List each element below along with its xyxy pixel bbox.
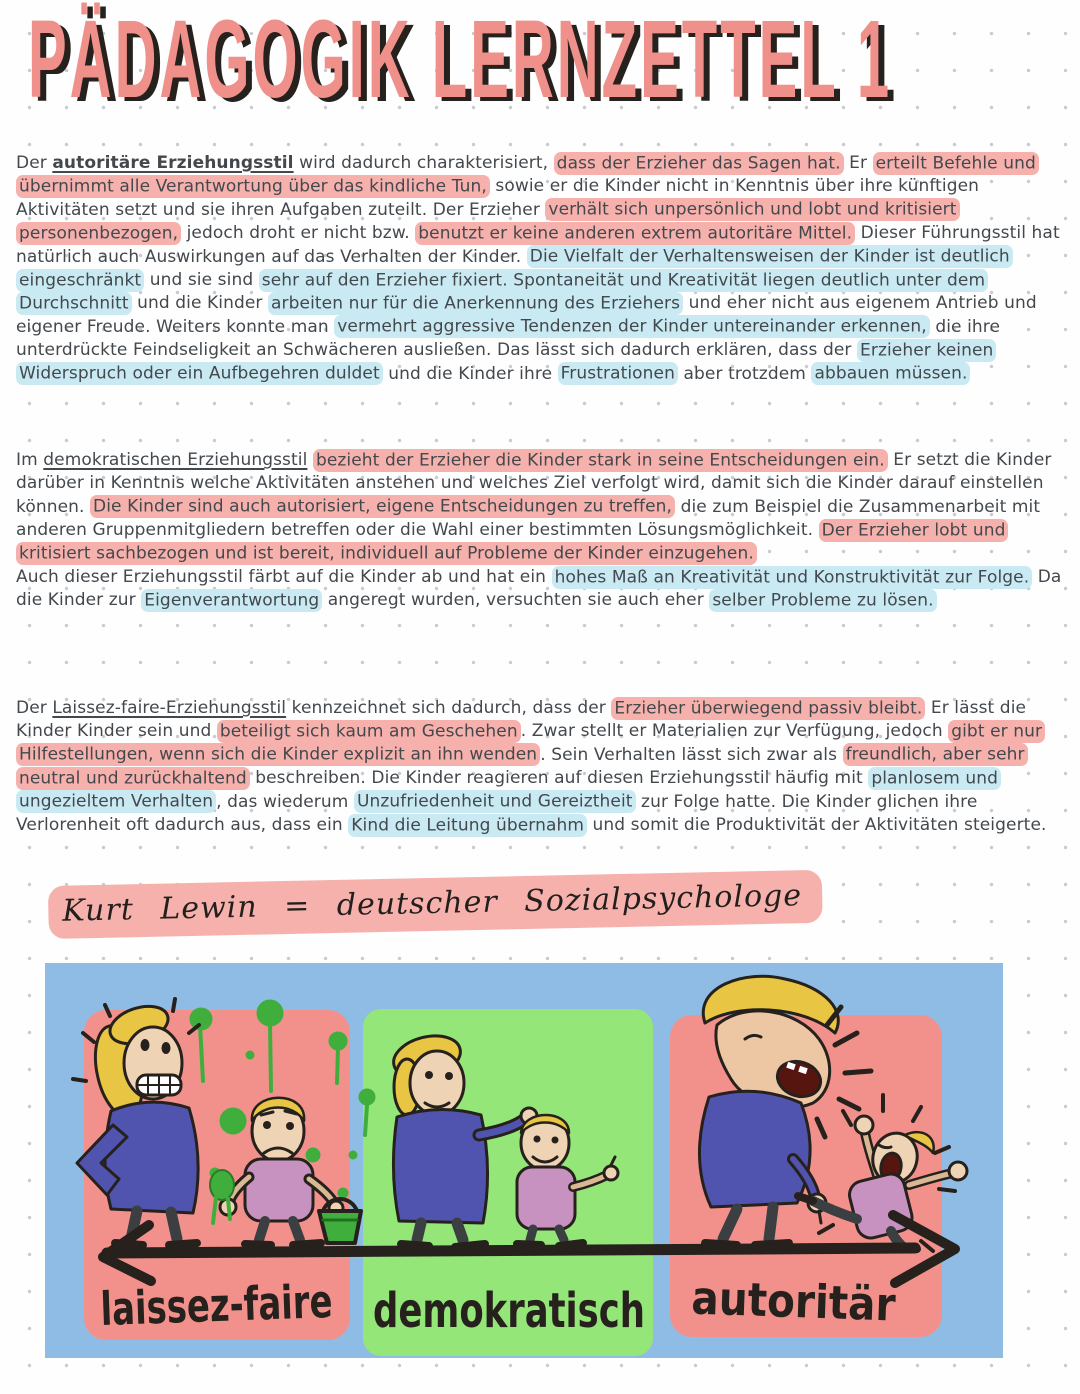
handwritten-note-text: Kurt Lewin = deutscher Sozialpsychologe	[48, 870, 823, 939]
label-demokratisch: demokratisch	[373, 1283, 645, 1339]
text-run: und sie sind	[144, 270, 259, 291]
text-run: Er lässt die Kinder Kinder sein und	[16, 698, 1027, 742]
highlighted-text: Erzieher überwiegend passiv bleibt.	[611, 697, 925, 720]
text-run: beschreiben. Die Kinder reagieren auf diesen Erziehungsstil häufig mit	[249, 768, 869, 789]
highlighted-text: arbeiten nur für die Anerkennung des Erziehers	[268, 292, 683, 315]
text-run: aber trotzdem	[678, 363, 812, 384]
text-run: jedoch droht er nicht bzw.	[181, 223, 416, 244]
paragraph-demokratischer-erziehungsstil	[16, 449, 1066, 613]
highlighted-text: selber Probleme zu lösen.	[709, 589, 936, 612]
text-run: kennzeichnet sich dadurch, dass der	[286, 698, 612, 718]
highlighted-text: hohes Maß an Kreativität und Konstruktivität zur Folge.	[552, 566, 1033, 589]
label-autoritaer: autoritär	[690, 1270, 924, 1333]
highlighted-text: sehr auf den Erzieher fixiert. Spontaneität und Kreativität liegen deutlich unter dem Durchschnitt	[16, 269, 988, 315]
highlighted-text: verhält sich unpersönlich und lobt und kritisiert personenbezogen,	[16, 198, 960, 244]
highlighted-text: erteilt Befehle und übernimmt alle Verantwortung über das kindliche Tun,	[16, 152, 1039, 198]
text-run: und die Kinder ihre	[382, 363, 558, 384]
highlighted-text: Eigenverantwortung	[141, 589, 322, 612]
text-run: Laissez-faire-Erziehungsstil	[52, 698, 287, 718]
text-run: und eher nicht aus eigenem Antrieb und eigener Freude. Weiters konnte man	[16, 293, 1037, 337]
paragraph-laissez-faire-erziehungsstil	[16, 697, 1066, 837]
page-title: PÄDAGOGIK LERNZETTEL 1	[28, 0, 893, 122]
text-run: Im	[16, 450, 44, 470]
paragraph-autoritaerer-erziehungsstil	[16, 152, 1066, 386]
text-run: Er	[843, 153, 873, 173]
highlighted-text: Unzufriedenheit und Gereiztheit	[354, 790, 636, 813]
text-run: wird dadurch charakterisiert,	[293, 153, 554, 173]
text-run: . Sein Verhalten lässt sich zwar als	[540, 744, 843, 765]
label-laissez-faire: laissez-faire	[99, 1271, 417, 1337]
highlighted-text: Frustrationen	[558, 362, 678, 385]
text-run: Dieser Führungsstil hat natürlich auch Auswirkungen auf das Verhalten der Kinder.	[16, 223, 1060, 267]
text-run: demokratischen Erziehungsstil	[43, 450, 308, 470]
text-run: Der	[16, 698, 53, 718]
parenting-styles-illustration	[45, 963, 1003, 1358]
text-run: . Zwar stellt er Materialien zur Verfügung, jedoch	[520, 721, 949, 742]
text-run: Da die Kinder zur	[16, 567, 1062, 611]
text-run: Auch dieser Erziehungsstil färbt auf die Kinder ab und hat ein	[16, 567, 552, 588]
highlighted-text: gibt er nur Hilfestellungen, wenn sich die Kinder explizit an ihn wenden	[16, 720, 1045, 766]
highlighted-text: Der Erzieher lobt und kritisiert sachbezogen und ist bereit, individuell auf Probleme der Kinder einzugehen.	[16, 519, 1008, 565]
highlighted-text: bezieht der Erzieher die Kinder stark in seine Entscheidungen ein.	[313, 449, 888, 472]
highlighted-text: Erzieher keinen Widerspruch oder ein Aufbegehren duldet	[16, 339, 996, 385]
highlighted-text: freundlich, aber sehr neutral und zurückhaltend	[16, 743, 1028, 789]
text-run: die zum Beispiel die Zusammenarbeit mit anderen Gruppenmitgliedern betreffen oder die Wahl einer bestimmten Lösungsmöglichkeit.	[16, 496, 1041, 541]
text-run: zur Folge hatte. Die Kinder glichen ihre Verlorenheit oft dadurch aus, dass ein	[16, 791, 978, 836]
highlighted-text: Die Kinder sind auch autorisiert, eigene Entscheidungen zu treffen,	[90, 495, 675, 518]
highlighted-text: Die Vielfalt der Verhaltensweisen der Kinder ist deutlich eingeschränkt	[16, 245, 1013, 291]
highlighted-text: planlosem und ungezieltem Verhalten	[16, 767, 1001, 813]
text-run: Der	[16, 153, 53, 173]
highlighted-text: vermehrt aggressive Tendenzen der Kinder untereinander erkennen,	[334, 315, 930, 338]
text-run: und die Kinder	[131, 293, 269, 314]
text-run: sowie er die Kinder nicht in Kenntnis über ihre künftigen Aktivitäten setzt und sie ihren Aufgaben zuteilt. Der Erzieher	[16, 176, 980, 220]
text-run: angeregt wurden, versuchten sie auch eher	[322, 590, 710, 611]
highlighted-text: Kind die Leitung übernahm	[348, 814, 587, 837]
highlighted-text: benutzt er keine anderen extrem autoritäre Mittel.	[415, 222, 855, 245]
text-run: die ihre unterdrückte Feindseligkeit an Schwächeren ausließen. Das lässt sich dadurch erklären, dass der	[16, 316, 1001, 361]
highlighted-text: beteiligt sich kaum am Geschehen	[217, 720, 521, 743]
text-run: und somit die Produktivität der Aktivitäten steigerte.	[587, 815, 1047, 836]
highlighted-text: abbauen müssen.	[811, 362, 970, 385]
handwritten-note	[48, 878, 822, 929]
highlighted-text: dass der Erzieher das Sagen hat.	[554, 152, 844, 175]
text-run: , das wiederum	[216, 791, 354, 812]
text-run: autoritäre Erziehungsstil	[52, 153, 294, 173]
text-run: Er setzt die Kinder darüber in Kenntnis welche Aktivitäten anstehen und welches Ziel verfolgt wird, damit sich die Kinder darauf einstellen können.	[16, 450, 1052, 517]
